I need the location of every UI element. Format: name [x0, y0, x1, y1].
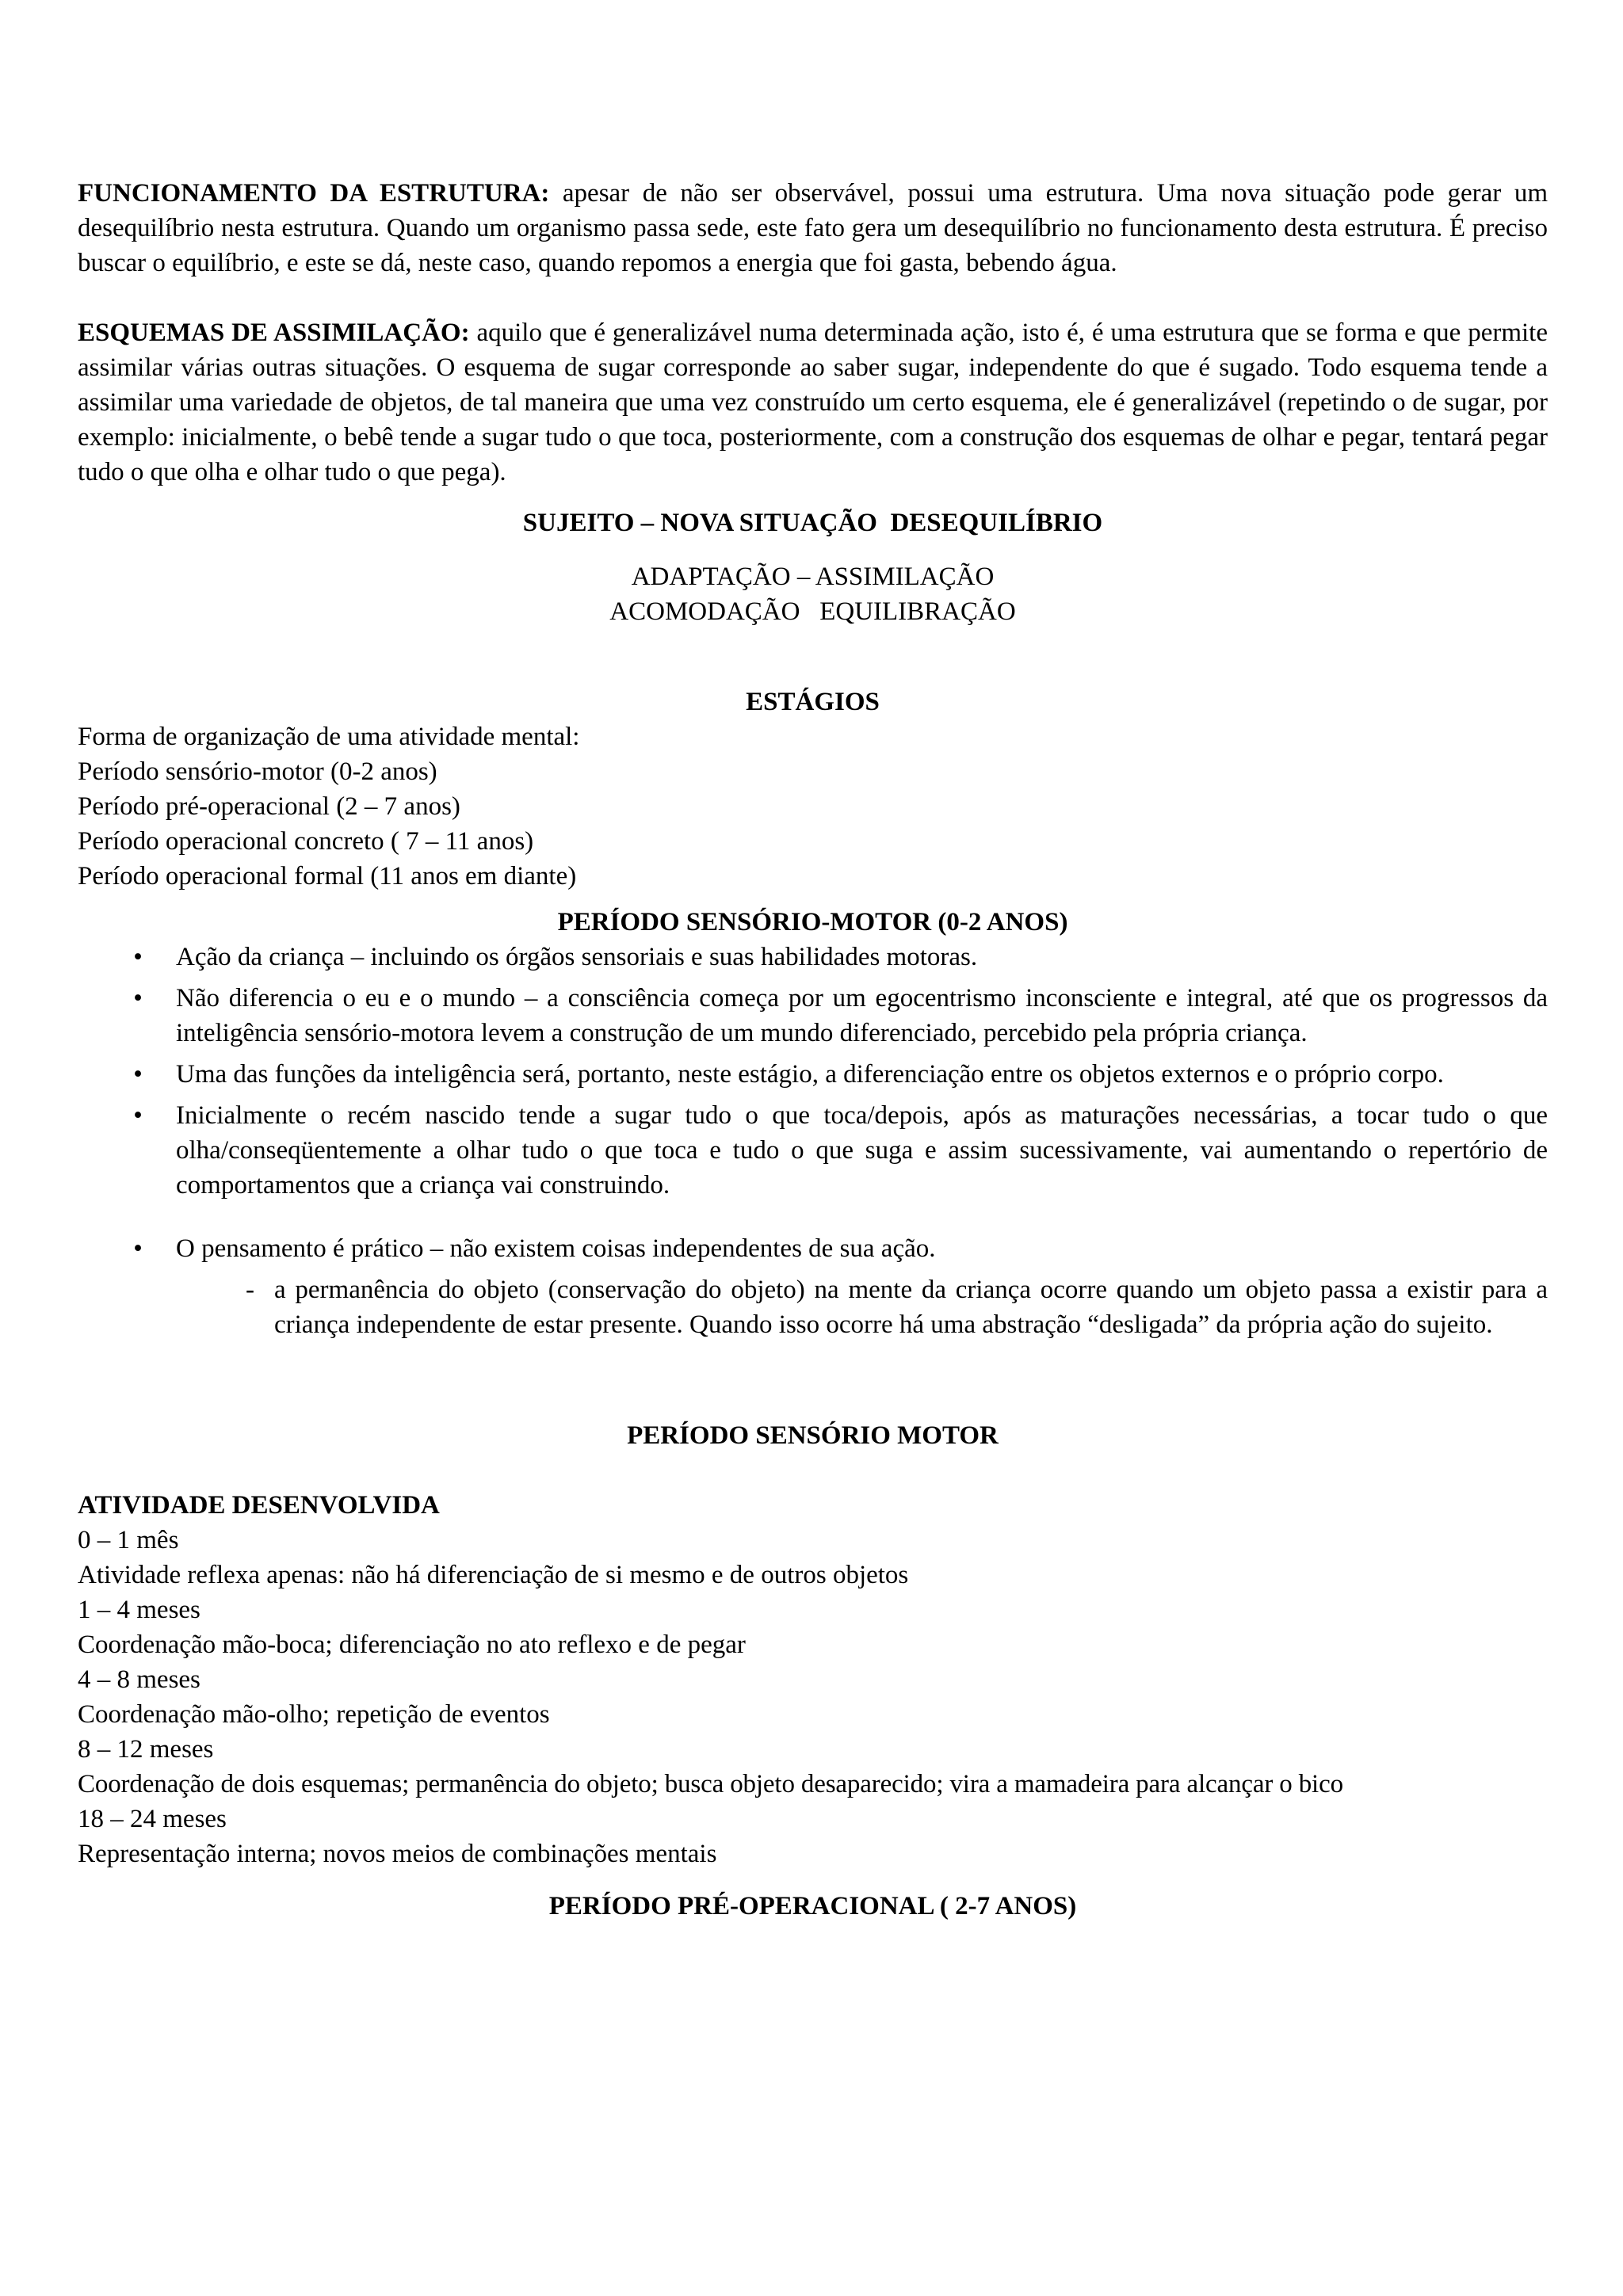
sujeito-heading: SUJEITO – NOVA SITUAÇÃO DESEQUILÍBRIO: [522, 509, 1103, 537]
esquemas-paragraph: [78, 315, 1548, 490]
estagios-line: Período pré-operacional (2 – 7 anos): [78, 792, 460, 821]
bullet-text: Ação da criança – incluindo os órgãos sensoriais e suas habilidades motoras.: [176, 943, 978, 971]
esquemas-label: ESQUEMAS DE ASSIMILAÇÃO:: [78, 318, 470, 347]
bullet-icon: •: [133, 1234, 143, 1263]
dash-icon: -: [246, 1276, 254, 1304]
bullet-text: Inicialmente o recém nascido tende a sugar tudo o que toca/depois, após as maturações necessárias, a tocar tudo o que olha/conseqüentemente a olhar tudo o que toca e tudo o que suga e assim sucessivamente, vai aumentando o repertório de comportamentos que a criança vai construindo.: [176, 1101, 1548, 1199]
sub-item-text: a permanência do objeto (conservação do objeto) na mente da criança ocorre quando um objeto passa a existir para a criança independente de estar presente. Quando isso ocorre há uma abstração “desligada” da própria ação do sujeito.: [274, 1276, 1548, 1339]
list-item: [78, 1098, 1548, 1203]
adaptacao-line-1: ADAPTAÇÃO – ASSIMILAÇÃO: [631, 563, 995, 591]
estagios-section: [78, 685, 1548, 891]
estagios-line: Período operacional formal (11 anos em diante): [78, 862, 577, 891]
sub-list: [78, 1272, 1548, 1342]
atividade-line: Coordenação mão-olho; repetição de eventos: [78, 1700, 550, 1729]
atividade-line: 8 – 12 meses: [78, 1735, 214, 1764]
atividade-line: Representação interna; novos meios de combinações mentais: [78, 1840, 717, 1868]
estrutura-label: FUNCIONAMENTO DA ESTRUTURA:: [78, 179, 550, 208]
bullet-text: O pensamento é prático – não existem coisas independentes de sua ação.: [176, 1234, 936, 1263]
list-item: [78, 1231, 1548, 1266]
bullet-icon: •: [133, 984, 143, 1013]
atividade-line: 18 – 24 meses: [78, 1805, 227, 1833]
esquemas-text: aquilo que é generalizável numa determinada ação, isto é, é uma estrutura que se forma e que permite assimilar várias outras situações. O esquema de sugar corresponde ao saber sugar, independente do que é sugado. Todo esquema tende a assimilar uma variedade de objetos, de tal maneira que uma vez construído um certo esquema, ele é generalizável (repetindo o de sugar, por exemplo: inicialmente, o bebê tende a sugar tudo o que toca, posteriormente, com a construção dos esquemas de olhar e pegar, tentará pegar tudo o que olha e olhar tudo o que pega).: [78, 318, 1548, 486]
estagios-list: [78, 719, 579, 894]
bullet-icon: •: [133, 1060, 143, 1089]
estagios-line: Período operacional concreto ( 7 – 11 anos): [78, 827, 534, 856]
atividade-line: Coordenação de dois esquemas; permanência do objeto; busca objeto desaparecido; vira a mamadeira para alcançar o bico: [78, 1770, 1343, 1798]
atividade-section: [78, 1488, 1548, 1871]
sensorio-bullet-list: [78, 940, 1548, 1266]
bullet-text: Não diferencia o eu e o mundo – a consciência começa por um egocentrismo inconsciente e integral, até que os progressos da inteligência sensório-motora levem a construção de um mundo diferenciado, percebido pela própria criança.: [176, 984, 1548, 1047]
bullet-text: Uma das funções da inteligência será, portanto, neste estágio, a diferenciação entre os objetos externos e o próprio corpo.: [176, 1060, 1444, 1089]
bullet-icon: •: [133, 1101, 143, 1130]
atividade-line: 4 – 8 meses: [78, 1665, 200, 1694]
bullet-icon: •: [133, 943, 143, 971]
atividade-line: 0 – 1 mês: [78, 1526, 179, 1554]
sub-list-item: [78, 1272, 1548, 1342]
atividade-line: 1 – 4 meses: [78, 1596, 200, 1624]
sensorio-motor-heading: PERÍODO SENSÓRIO-MOTOR (0-2 ANOS): [557, 908, 1068, 936]
sensorio-motor-table-heading: PERÍODO SENSÓRIO MOTOR: [627, 1421, 999, 1450]
pre-operacional-heading: PERÍODO PRÉ-OPERACIONAL ( 2-7 ANOS): [548, 1892, 1077, 1920]
adaptacao-line-2: ACOMODAÇÃO EQUILIBRAÇÃO: [609, 597, 1016, 626]
list-item: [78, 1057, 1548, 1092]
estagios-title: ESTÁGIOS: [746, 688, 880, 716]
atividade-line: Coordenação mão-boca; diferenciação no ato reflexo e de pegar: [78, 1630, 746, 1659]
list-item: [78, 981, 1548, 1051]
list-item: [78, 940, 1548, 974]
estagios-line: Período sensório-motor (0-2 anos): [78, 757, 437, 786]
estagios-line: Forma de organização de uma atividade mental:: [78, 723, 580, 751]
document-page: [78, 176, 1548, 1924]
atividade-line: Atividade reflexa apenas: não há diferenciação de si mesmo e de outros objetos: [78, 1561, 909, 1589]
estrutura-text: apesar de não ser observável, possui uma estrutura. Uma nova situação pode gerar um desequilíbrio nesta estrutura. Quando um organismo passa sede, este fato gera um desequilíbrio no funcionamento desta estrutura. É preciso buscar o equilíbrio, e este se dá, neste caso, quando repomos a energia que foi gasta, bebendo água.: [78, 179, 1549, 277]
estrutura-paragraph: [78, 176, 1548, 280]
atividade-title: ATIVIDADE DESENVOLVIDA: [78, 1491, 440, 1520]
